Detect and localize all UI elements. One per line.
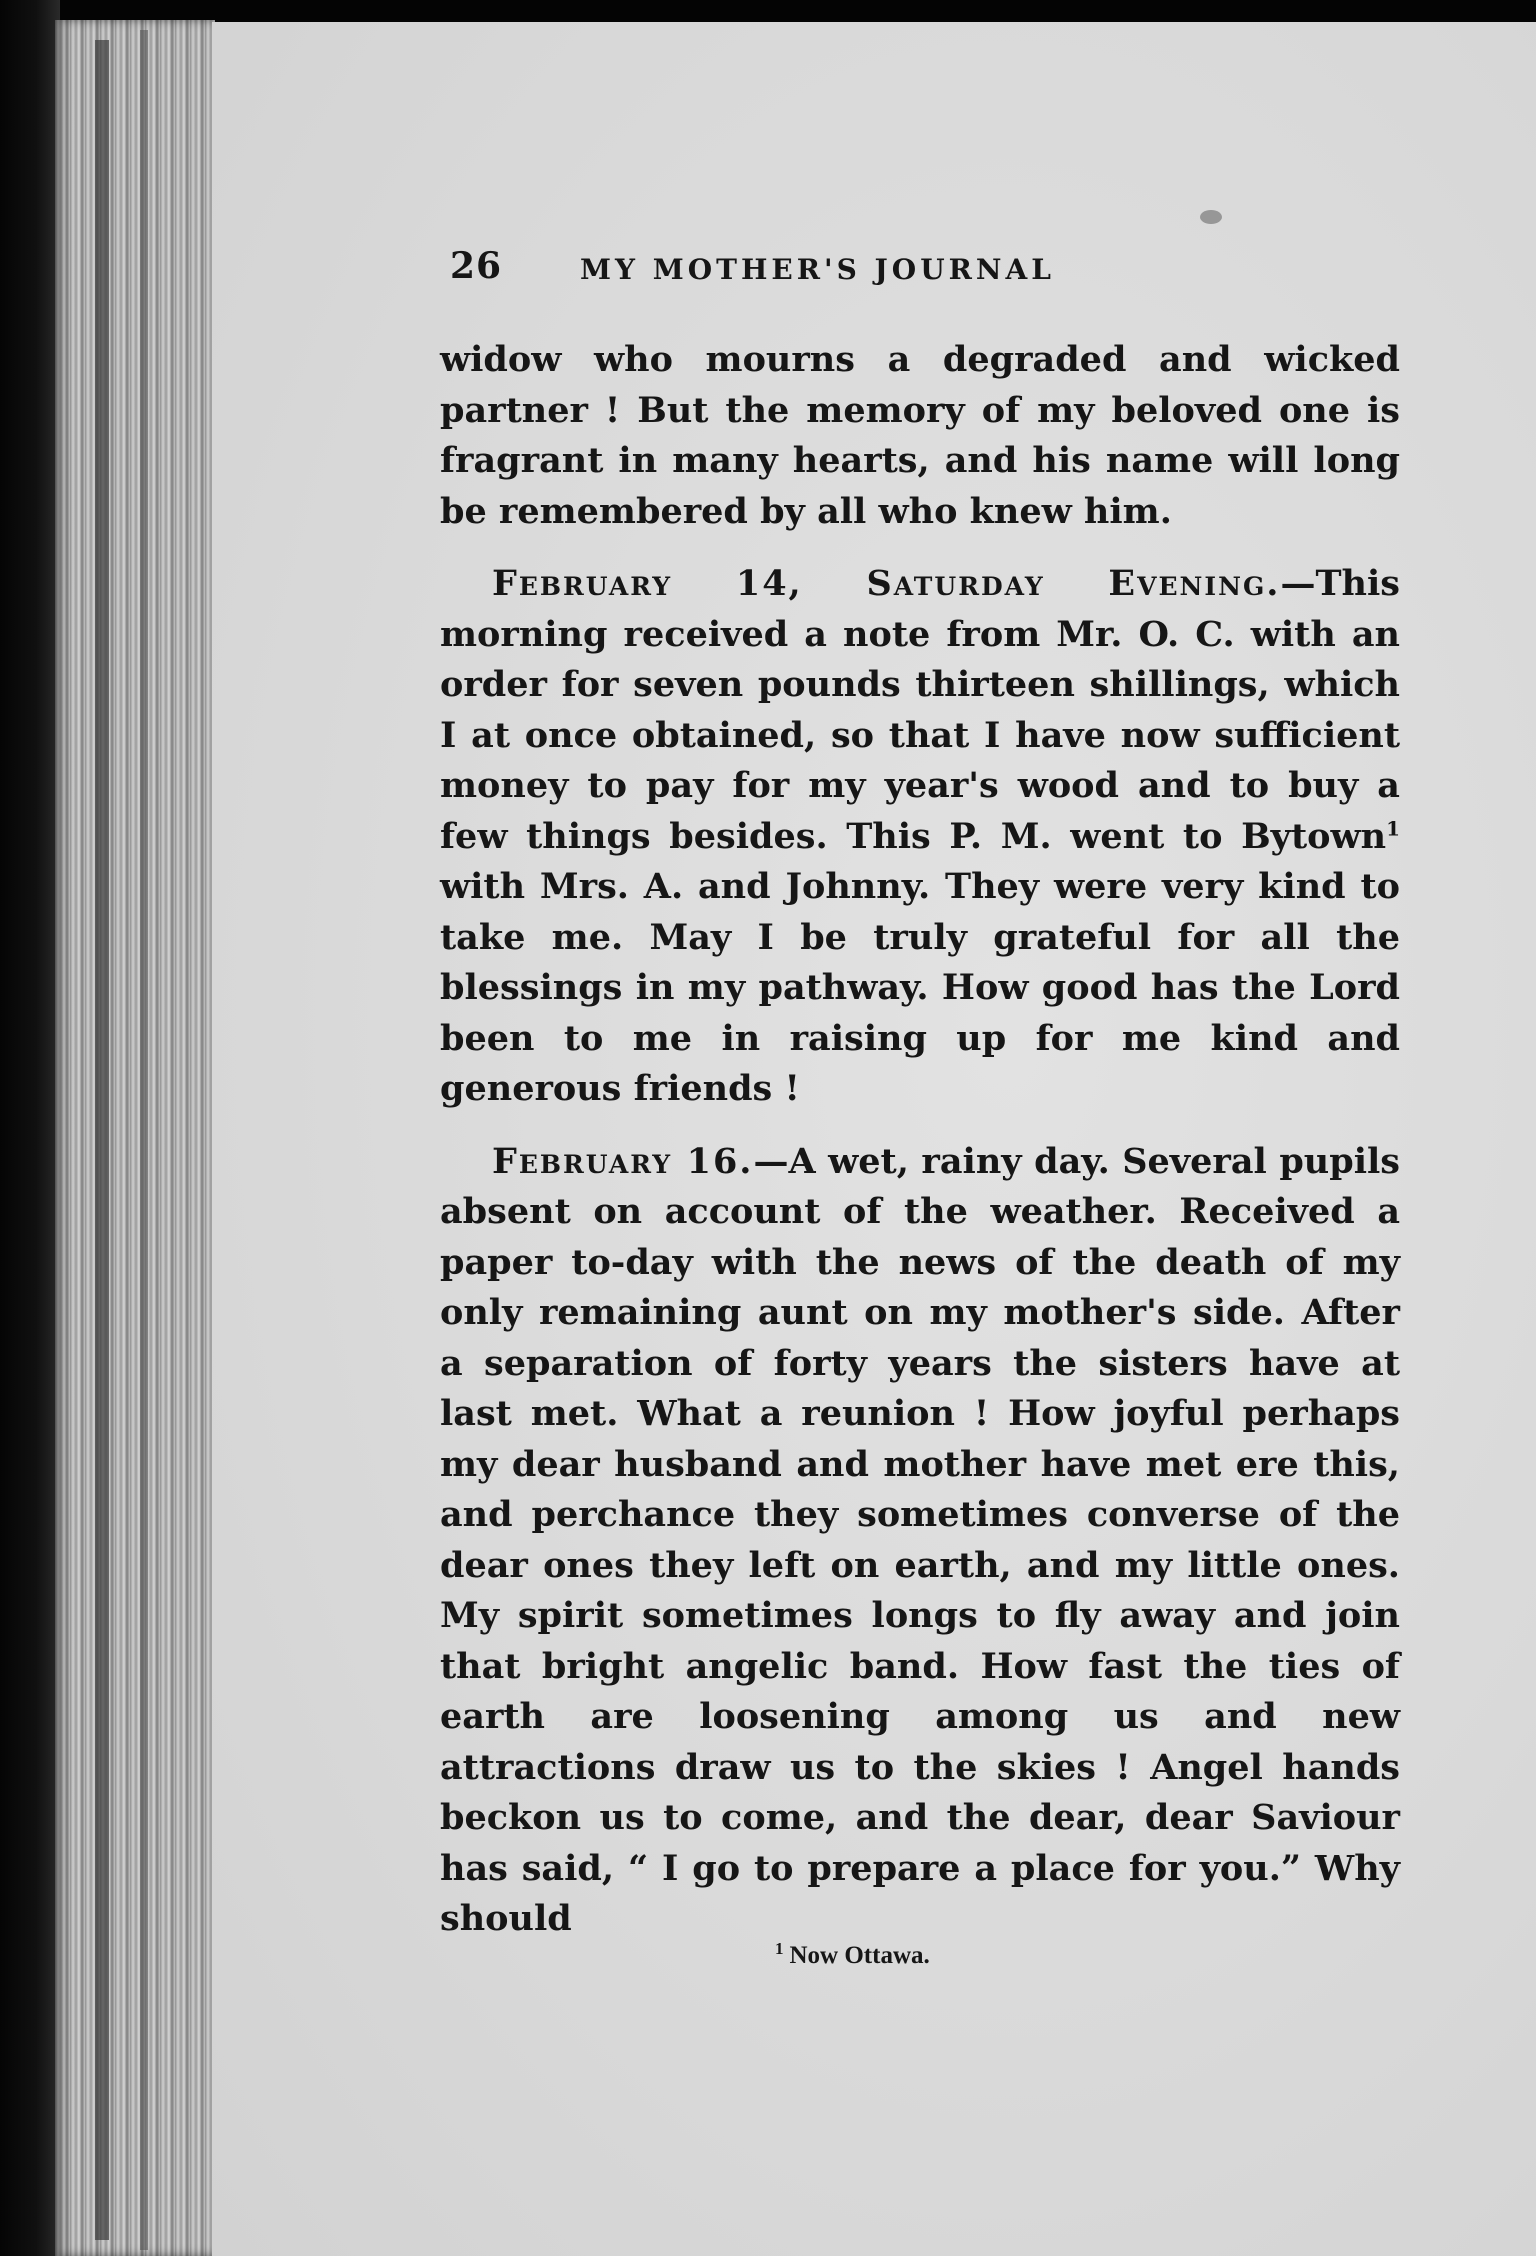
entry-date-heading: February 14, Saturday Evening. <box>492 563 1281 604</box>
entry-date-heading: February 16. <box>492 1140 754 1182</box>
paragraph-text: widow who mourns a degraded and wicked partner ! But the memory of my beloved one is fragrant in many hearts, and his name will long be remembered by all who knew him. <box>440 339 1400 532</box>
footnote-reference: 1 <box>1386 815 1400 840</box>
running-title: MY MOTHER'S JOURNAL <box>580 253 1055 286</box>
paragraph-continuation <box>440 335 1400 537</box>
entry-text: —This morning received a note from Mr. O. C. with an order for seven pounds thirteen shillings, which I at once obtained, so that I have now sufficient money to pay for my year's wood and to buy a few things besides. This P. M. went to Bytown <box>440 563 1400 857</box>
page-speck <box>1200 210 1222 224</box>
journal-entry-feb-16 <box>440 1137 1400 1945</box>
journal-entry-feb-14 <box>440 559 1400 1115</box>
footnote-mark: 1 <box>775 1938 784 1958</box>
stacked-page-edges <box>55 20 215 2256</box>
footnote-text: Now Ottawa. <box>789 1942 930 1969</box>
footnote <box>775 1938 930 1970</box>
body-text <box>440 335 1400 1945</box>
book-gutter <box>0 0 60 2256</box>
page-edge-shadow <box>95 40 109 2240</box>
entry-text-continued: with Mrs. A. and Johnny. They were very kind to take me. May I be truly grateful for all the blessings in my pathway. How good has the Lord been to me in raising up for me kind and generous friends ! <box>440 866 1400 1109</box>
page-edge-shadow-secondary <box>140 30 148 2250</box>
page-number: 26 <box>450 245 503 287</box>
entry-text: —A wet, rainy day. Several pupils absent on account of the weather. Received a paper to-day with the news of the death of my only remaining aunt on my mother's side. After a separation of forty years the sisters have at last met. What a reunion ! How joyful perhaps my dear husband and mother have met ere this, and perchance they sometimes converse of the dear ones they left on earth, and my little ones. My spirit sometimes longs to fly away and join that bright angelic band. How fast the ties of earth are loosening among us and new attractions draw us to the skies ! Angel hands beckon us to come, and the dear, dear Saviour has said, “ I go to prepare a place for you.” Why should <box>440 1140 1401 1939</box>
page-header <box>450 245 1390 295</box>
